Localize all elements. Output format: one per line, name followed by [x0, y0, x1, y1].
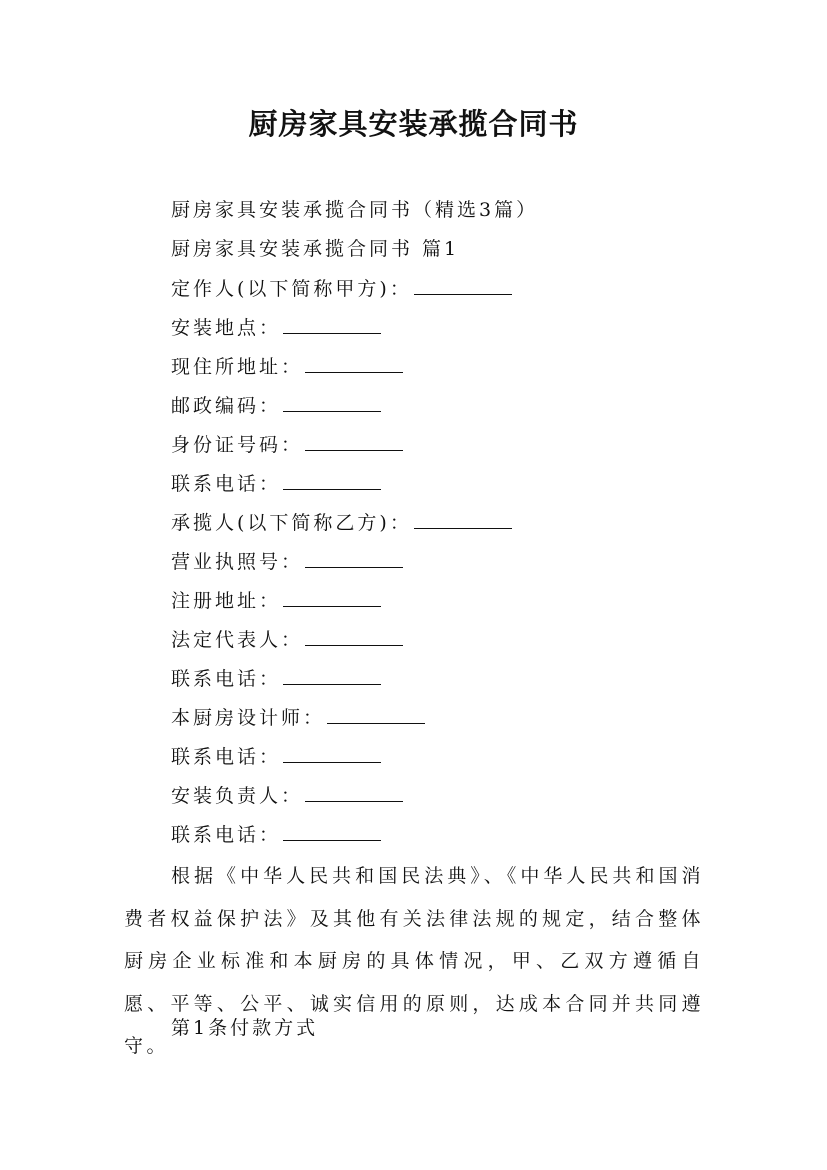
- fill-in-blank: [283, 313, 381, 334]
- field-line: [171, 781, 711, 820]
- field-label: 联系电话：: [171, 473, 282, 495]
- field-line: [171, 703, 711, 742]
- body-paragraph: 根据《中华人民共和国民法典》、《中华人民共和国消费者权益保护法》及其他有关法律法规的规定，结合整体厨房企业标准和本厨房的具体情况，甲、乙双方遵循自愿、平等、公平、诚实信用的原则，达成本合同并共同遵守。: [124, 865, 704, 1057]
- field-label: 身份证号码：: [171, 434, 304, 456]
- field-line: [171, 508, 711, 547]
- fill-in-blank: [283, 469, 381, 490]
- document-title: 厨房家具安装承揽合同书: [248, 107, 579, 141]
- article-heading: 第1条付款方式: [171, 1017, 319, 1039]
- fill-in-blank: [327, 703, 425, 724]
- field-label: 安装地点：: [171, 317, 282, 339]
- field-line: [171, 469, 711, 508]
- fill-in-blank: [283, 820, 381, 841]
- field-label: 联系电话：: [171, 668, 282, 690]
- field-line: [171, 820, 711, 859]
- field-line: [171, 352, 711, 391]
- fill-in-blank: [305, 430, 403, 451]
- fill-in-blank: [283, 742, 381, 763]
- field-line: [171, 274, 711, 313]
- field-label: 注册地址：: [171, 590, 282, 612]
- field-label: 营业执照号：: [171, 551, 304, 573]
- field-list: [171, 196, 711, 859]
- field-line: [171, 547, 711, 586]
- field-line: [171, 742, 711, 781]
- field-label: 安装负责人：: [171, 785, 304, 807]
- fill-in-blank: [305, 547, 403, 568]
- field-label: 邮政编码：: [171, 395, 282, 417]
- field-line: [171, 625, 711, 664]
- field-line: [171, 430, 711, 469]
- field-label: 定作人(以下简称甲方)：: [171, 278, 412, 300]
- field-label: 法定代表人：: [171, 629, 304, 651]
- fill-in-blank: [283, 664, 381, 685]
- fill-in-blank: [305, 781, 403, 802]
- field-line: [171, 586, 711, 625]
- field-label: 承揽人(以下简称乙方)：: [171, 512, 412, 534]
- field-line: [171, 391, 711, 430]
- fill-in-blank: [305, 625, 403, 646]
- fill-in-blank: [414, 274, 512, 295]
- field-label: 联系电话：: [171, 824, 282, 846]
- fill-in-blank: [283, 586, 381, 607]
- field-label: 现住所地址：: [171, 356, 304, 378]
- field-line: [171, 664, 711, 703]
- field-label: 联系电话：: [171, 746, 282, 768]
- field-label: 本厨房设计师：: [171, 707, 326, 729]
- section-heading: 厨房家具安装承揽合同书 篇1: [171, 238, 460, 260]
- field-line: [171, 313, 711, 352]
- fill-in-blank: [283, 391, 381, 412]
- intro-line: 厨房家具安装承揽合同书（精选3篇）: [171, 199, 539, 221]
- fill-in-blank: [305, 352, 403, 373]
- fill-in-blank: [414, 508, 512, 529]
